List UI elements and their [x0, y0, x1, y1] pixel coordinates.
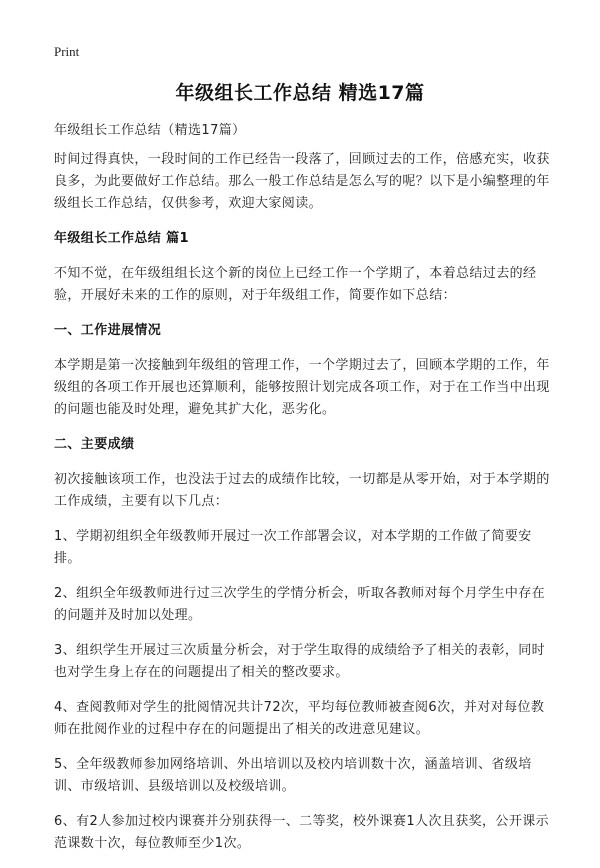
section-paragraph-progress: 本学期是第一次接触到年级组的管理工作，一个学期过去了，回顾本学期的工作，年级组的各项工作开展也还算顺利，能够按照计划完成各项工作，对于在工作当中出现的问题也能及时处理，避免其扩大化，恶劣化。: [54, 358, 550, 417]
opening-paragraph: 不知不觉，在年级组组长这个新的岗位上已经工作一个学期了，本着总结过去的经验，开展好未来的工作的原则，对于年级组工作，简要作如下总结：: [54, 266, 537, 303]
section-heading-progress: 一、工作进展情况: [54, 323, 162, 338]
list-item: 3、组织学生开展过三次质量分析会，对于学生取得的成绩给予了相关的表彰，同时也对学生身上存在的问题提出了相关的整改要求。: [54, 643, 546, 680]
list-item: 5、全年级教师参加网络培训、外出培训以及校内培训数十次，涵盖培训、省级培训、市级培训、县级培训以及校级培训。: [54, 757, 532, 794]
print-link[interactable]: Print: [54, 44, 80, 59]
section-paragraph-achievements: 初次接触该项工作，也没法于过去的成绩作比较，一切都是从零开始，对于本学期的工作成绩，主要有以下几点：: [54, 472, 550, 509]
section-heading-achievements: 二、主要成绩: [54, 437, 135, 452]
list-item: 1、学期初组织全年级教师开展过一次工作部署会议，对本学期的工作做了简要安排。: [54, 529, 532, 566]
page-title: 年级组长工作总结 精选17篇: [175, 82, 425, 104]
document-subtitle: 年级组长工作总结（精选17篇）: [54, 123, 246, 138]
list-item: 6、有2人参加过校内课赛并分别获得一、二等奖，校外课赛1人次且获奖，公开课示范课数十次，每位教师至少1次。: [54, 814, 550, 851]
article-body: [54, 120, 550, 868]
list-item: 2、组织全年级教师进行过三次学生的学情分析会，听取各教师对每个月学生中存在的问题并及时加以处理。: [54, 586, 546, 623]
list-item: 4、查阅教师对学生的批阅情况共计72次，平均每位教师被查阅6次，并对对每位教师在批阅作业的过程中存在的问题提出了相关的改进意见建议。: [54, 700, 545, 737]
article-heading: 年级组长工作总结 篇1: [54, 231, 189, 246]
intro-paragraph: 时间过得真快，一段时间的工作已经告一段落了，回顾过去的工作，倍感充实，收获良多，为此要做好工作总结。那么一般工作总结是怎么写的呢？以下是小编整理的年级组长工作总结，仅供参考，欢迎大家阅读。: [54, 152, 550, 211]
